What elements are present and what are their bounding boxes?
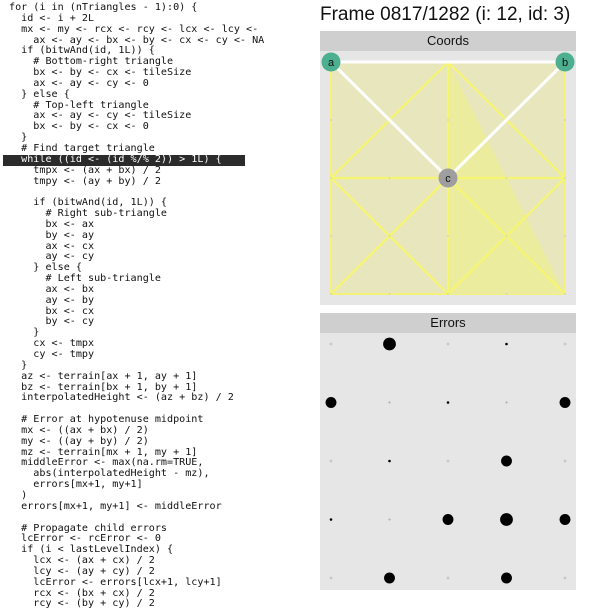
code-line: ay <- cy	[9, 251, 95, 263]
code-line: id <- i + 2L	[9, 12, 95, 24]
code-line: lcError <- rcError <- 0	[9, 533, 161, 545]
code-line: # Right sub-triangle	[9, 208, 168, 220]
grid-tick	[447, 293, 449, 295]
code-line: errors[mx+1, my+1]	[9, 479, 143, 491]
code-line: mz <- terrain[mx + 1, my + 1]	[9, 446, 198, 458]
code-line	[9, 513, 264, 524]
grid-tick	[447, 235, 449, 237]
code-line: bx <- cx	[9, 305, 95, 317]
coords-plot	[320, 51, 576, 305]
code-line: bx <- by <- cx <- tileSize	[9, 67, 192, 79]
grid-tick	[564, 235, 566, 237]
code-line: }	[9, 327, 40, 339]
code-line: lcError <- errors[lcx+1, lcy+1]	[9, 576, 222, 588]
errors-panel	[320, 313, 576, 590]
grid-tick	[389, 177, 391, 179]
code-line: interpolatedHeight <- (az + bz) / 2	[9, 392, 234, 404]
code-line: ax <- ay <- bx <- by <- cx <- cy <- NA	[9, 34, 265, 46]
code-line: tmpx <- (ax + bx) / 2	[9, 164, 161, 176]
code-line: # Find target triangle	[9, 142, 155, 154]
point-a-label: a	[327, 57, 335, 69]
code-line: ax <- ay <- cy <- tileSize	[9, 110, 192, 122]
grid-tick	[506, 293, 508, 295]
error-dot	[500, 513, 513, 526]
code-line: bz <- terrain[bx + 1, by + 1]	[9, 381, 198, 393]
code-line: mx <- ((ax + bx) / 2)	[9, 424, 149, 436]
code-line: mx <- my <- rcx <- rcy <- lcx <- lcy <-	[9, 23, 259, 35]
errors-header: Errors	[320, 313, 576, 333]
grid-tick	[389, 235, 391, 237]
code-line: by <- cy	[9, 316, 95, 328]
errors-plot	[320, 333, 576, 590]
error-dot	[326, 397, 337, 408]
frame-title: Frame 0817/1282 (i: 12, id: 3)	[320, 4, 571, 25]
grid-tick	[564, 119, 566, 121]
code-line: abs(interpolatedHeight - mz),	[9, 468, 210, 480]
error-dot	[505, 343, 508, 346]
code-line: errors[mx+1, my+1] <- middleError	[9, 500, 222, 512]
code-line: if (bitwAnd(id, 1L)) {	[9, 45, 155, 57]
grid-tick	[447, 119, 449, 121]
code-line: lcy <- (ay + cy) / 2	[9, 565, 155, 577]
code-line: my <- ((ay + by) / 2)	[9, 435, 149, 447]
grid-tick	[506, 235, 508, 237]
code-line: # Error at hypotenuse midpoint	[9, 414, 204, 426]
code-line: bx <- ax	[9, 218, 95, 230]
code-line: ax <- cx	[9, 240, 95, 252]
code-line: rcx <- (bx + cx) / 2	[9, 587, 155, 599]
error-dot	[383, 338, 396, 351]
code-line-highlighted: while ((id <- (id %/% 2)) > 1L) {	[3, 155, 245, 166]
code-listing	[9, 3, 264, 610]
error-dot	[501, 456, 512, 467]
code-line: }	[9, 132, 28, 144]
code-line: # Propagate child errors	[9, 522, 168, 534]
point-c-label: c	[445, 173, 451, 185]
error-dot	[443, 514, 454, 525]
error-dot	[388, 460, 391, 463]
error-dot	[330, 518, 333, 521]
error-dot	[560, 397, 571, 408]
code-line: }	[9, 359, 28, 371]
error-dot	[384, 573, 395, 584]
code-line: # Top-left triangle	[9, 99, 149, 111]
code-line: # Left sub-triangle	[9, 273, 161, 285]
error-dot	[447, 401, 450, 404]
code-line: if (bitwAnd(id, 1L)) {	[9, 197, 168, 209]
point-b-label: b	[561, 57, 569, 69]
code-line: # Bottom-right triangle	[9, 56, 174, 68]
code-line: rcy <- (by + cy) / 2	[9, 598, 155, 610]
grid-tick	[564, 177, 566, 179]
code-line: cx <- tmpx	[9, 338, 95, 350]
coords-panel	[320, 31, 576, 305]
code-line: ay <- by	[9, 294, 95, 306]
code-line: } else {	[9, 88, 70, 100]
code-line: cy <- tmpy	[9, 349, 95, 360]
grid-tick	[564, 293, 566, 295]
grid-tick	[330, 177, 332, 179]
code-line: ax <- bx	[9, 283, 95, 295]
code-line: by <- ay	[9, 229, 95, 241]
grid-tick	[389, 293, 391, 295]
code-line: az <- terrain[ax + 1, ay + 1]	[9, 370, 198, 382]
code-line: middleError <- max(na.rm=TRUE,	[9, 457, 204, 469]
error-dot	[560, 514, 571, 525]
code-line: ax <- ay <- cy <- 0	[9, 77, 149, 89]
coords-header: Coords	[320, 31, 576, 51]
grid-tick	[506, 177, 508, 179]
error-dot	[501, 573, 512, 584]
grid-tick	[330, 293, 332, 295]
code-line: lcx <- (ax + cx) / 2	[9, 555, 155, 567]
code-line: )	[9, 489, 28, 501]
code-line: bx <- by <- cx <- 0	[9, 121, 149, 133]
code-line: } else {	[9, 262, 82, 274]
code-line: for (i in (nTriangles - 1):0) {	[9, 2, 198, 13]
grid-tick	[330, 119, 332, 121]
grid-tick	[330, 235, 332, 237]
code-line: if (i < lastLevelIndex) {	[9, 544, 174, 556]
code-line: tmpy <- (ay + by) / 2	[9, 175, 161, 187]
